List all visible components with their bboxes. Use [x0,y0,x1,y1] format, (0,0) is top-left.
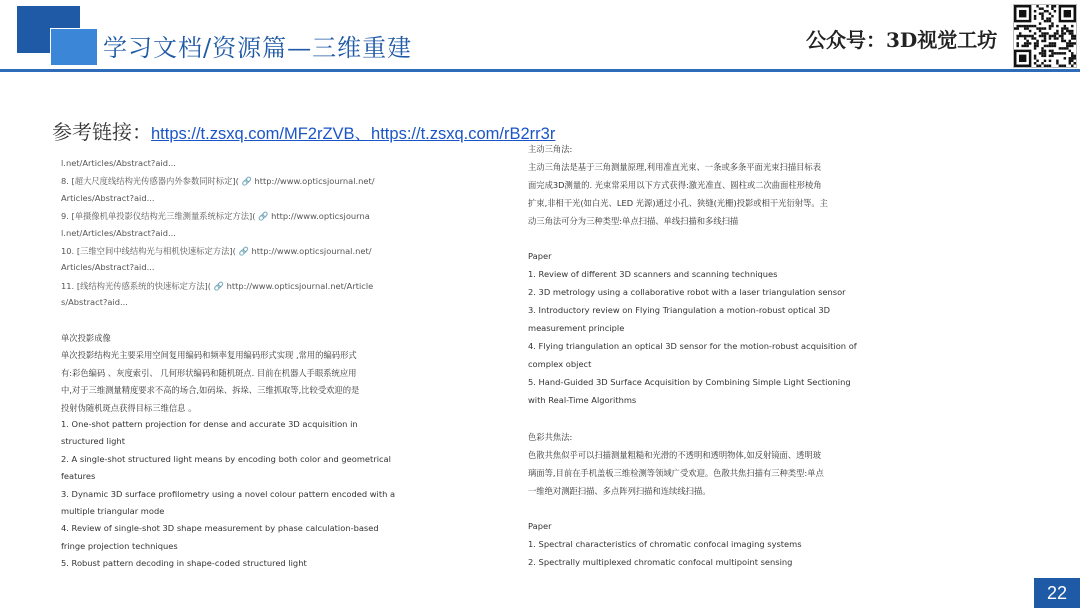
text-line: measurement principle [528,323,625,333]
text-line: Paper [528,521,552,531]
left-column-text [61,158,481,570]
text-line: Articles/Abstract?aid... [61,262,155,273]
header-decor-square-light [50,28,98,66]
text-line: 1. One-shot pattern projection for dense and accurate 3D acquisition in [61,419,358,429]
text-line: 面完成3D测量的. 光束常采用以下方式获得:激光准直、圆柱或二次曲面柱形棱角 [528,180,822,190]
text-line: Paper [528,251,552,261]
account-name: 公众号：3D视觉工坊 [806,28,998,52]
page-number: 22 [1034,578,1080,608]
reference-links[interactable]: https://t.zsxq.com/MF2rZVB、https://t.zsxq.com/rB2rr3r [151,125,556,143]
text-line: 动三角法可分为三种类型:单点扫描、单线扫描和多线扫描 [528,216,739,226]
text-line: l.net/Articles/Abstract?aid... [61,158,176,168]
text-line: fringe projection techniques [61,540,178,551]
text-line: 9. [单摄像机单投影仪结构光三维测量系统标定方法]( 🔗 http://www.opticsjourna [61,211,370,222]
text-line: multiple triangular mode [61,506,165,516]
text-line: features [61,471,96,482]
text-line: 2. A single-shot structured light means by encoding both color and geometrical [61,453,391,464]
text-line: 主动三角法是基于三角测量原理,利用准直光束、一条或多条平面光束扫描目标表 [528,162,822,172]
text-line: 中,对于三维测量精度要求不高的场合,如码垛、拆垛、三维抓取等,比较受欢迎的是 [61,385,360,396]
text-line: 1. Review of different 3D scanners and scanning techniques [528,269,778,279]
slide-title: 学习文档/资源篇—三维重建 [103,34,413,62]
text-line: l.net/Articles/Abstract?aid... [61,227,176,238]
text-line: 5. Robust pattern decoding in shape-coded structured light [61,558,307,569]
text-line: structured light [61,436,125,447]
text-line: 单次投影结构光主要采用空间复用编码和频率复用编码形式实现 ,常用的编码形式 [61,350,357,361]
text-line: 10. [三维空间中线结构光与相机快速标定方法]( 🔗 http://www.opticsjournal.net/ [61,246,372,256]
text-line: 扩束,非相干光(如白光、LED 光源)通过小孔、狭缝(光栅)投影或相干光衍射等。主 [528,198,828,208]
text-line: 5. Hand-Guided 3D Surface Acquisition by Combining Simple Light Sectioning [528,377,851,387]
text-line: 色散共焦似乎可以扫描测量粗糙和光滑的不透明和透明物体,如反射镜面、透明玻 [528,450,822,460]
text-line: Articles/Abstract?aid... [61,192,155,203]
text-line: 2. Spectrally multiplexed chromatic confocal multipoint sensing [528,557,793,567]
text-line: 2. 3D metrology using a collaborative robot with a laser triangulation sensor [528,287,846,297]
text-line: 8. [超大尺度线结构光传感器内外参数同时标定]( 🔗 http://www.opticsjournal.net/ [61,176,375,187]
text-line: 3. Dynamic 3D surface profilometry using a novel colour pattern encoded with a [61,488,396,499]
text-line: 一维绝对测距扫描、多点阵列扫描和连续线扫描。 [528,486,711,496]
text-line: 4. Review of single-shot 3D shape measurement by phase calculation-based [61,523,379,534]
text-line: complex object [528,359,592,369]
text-line: 3. Introductory review on Flying Triangulation a motion-robust optical 3D [528,305,831,315]
text-line: 有:彩色编码 、灰度索引、 几何形状编码和随机斑点. 目前在机器人手眼系统应用 [61,367,357,378]
qr-code-icon [1013,4,1077,68]
reference-label: 参考链接： [52,120,152,144]
text-line: 11. [线结构光传感系统的快速标定方法]( 🔗 http://www.opticsjournal.net/Article [61,280,374,291]
text-line: 单次投影成像 [61,333,111,343]
text-line: 4. Flying triangulation an optical 3D sensor for the motion-robust acquisition of [528,341,857,351]
text-line: with Real-Time Algorithms [528,395,637,405]
text-line: 1. Spectral characteristics of chromatic confocal imaging systems [528,539,802,549]
text-line: 投射伪随机斑点获得目标三维信息 。 [61,402,197,413]
right-column-text [528,143,878,573]
text-line: 主动三角法: [528,144,573,154]
text-line: 色彩共焦法: [528,432,573,442]
text-line: s/Abstract?aid... [61,297,128,308]
text-line: 璃面等,目前在手机盖板三维检测等领域广受欢迎。色散共焦扫描有三种类型:单点 [528,468,824,478]
header-divider [0,69,1080,72]
